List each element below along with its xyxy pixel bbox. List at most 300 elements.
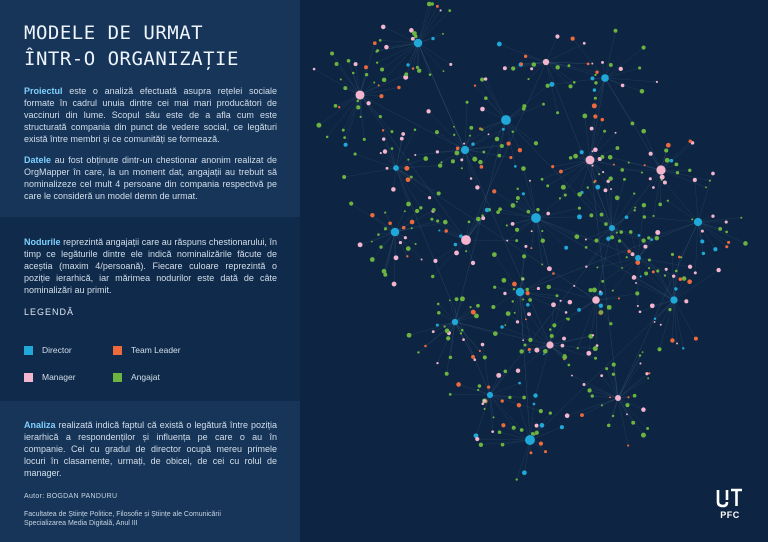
network-node [577,214,582,219]
network-node [438,230,440,232]
network-edge [466,240,517,241]
network-edge [536,218,577,237]
network-node [515,228,519,232]
network-node [406,177,411,182]
network-node [476,304,480,308]
network-node [649,152,653,156]
network-node [475,185,479,189]
network-edge [520,292,566,312]
network-node [356,100,359,103]
network-node [522,254,526,258]
network-node [394,255,399,260]
network-node [501,423,505,427]
network-node [540,423,545,428]
network-node [431,275,434,278]
network-node [652,215,654,217]
network-node [664,274,666,276]
network-node [609,225,615,231]
network-node [524,343,527,346]
network-edge [585,116,590,160]
network-node [497,154,501,158]
network-node [404,166,409,171]
network-node [601,118,605,122]
network-node [483,399,486,402]
network-node [472,157,477,162]
network-node [612,290,614,292]
network-node [506,311,511,316]
network-node [591,394,594,397]
network-node [492,189,496,193]
network-node [378,84,380,86]
network-node [419,206,422,209]
network-node [684,299,688,303]
network-node [504,370,508,374]
network-edge [380,40,418,43]
network-node [589,213,593,217]
angajat-swatch [113,373,122,382]
network-node [481,402,484,405]
network-node [527,312,531,316]
network-node [365,73,368,76]
network-node [552,323,556,327]
network-node [591,63,593,65]
network-node [652,186,655,189]
network-node [679,277,683,281]
network-node [407,159,409,161]
network-node [528,298,532,302]
network-edge [620,241,638,258]
network-edge [618,364,640,398]
network-edge [638,238,657,258]
legend-item-team-leader [113,345,181,355]
network-node [561,185,566,190]
network-node [592,150,594,152]
network-node [436,150,439,153]
network-node [431,2,434,5]
title-line-2: ÎNTR-O ORGANIZAȚIE [24,48,239,70]
network-node [629,230,633,234]
network-node [642,351,644,353]
network-node [583,42,586,45]
network-edge [349,61,360,95]
network-node [463,143,465,145]
network-node [416,66,419,69]
network-node [633,394,637,398]
network-node [688,265,692,269]
network-node [364,65,368,69]
network-edge [360,74,406,95]
network-node [384,212,386,214]
network-node [506,240,508,242]
network-node [551,165,554,168]
network-node [600,155,604,159]
network-nodes [313,2,748,481]
network-node [526,288,529,291]
network-node [358,242,363,247]
network-node [548,268,550,270]
network-node [469,306,471,308]
network-node [442,33,444,35]
network-node [417,351,419,353]
network-node [527,210,531,214]
network-node [414,154,416,156]
network-node [608,155,613,160]
network-node [601,404,603,406]
network-node [448,9,451,12]
network-node [655,236,659,240]
network-node [743,241,748,246]
network-node [551,302,556,307]
network-edge [636,283,674,300]
network-node [594,81,597,84]
network-node [415,209,419,213]
network-node [541,239,545,243]
network-edge [535,345,550,396]
network-edge [574,286,596,300]
network-node [609,63,613,67]
network-node [694,337,698,341]
network-node [497,42,502,47]
network-node [562,337,566,341]
network-edge [596,300,611,324]
network-node [571,36,575,40]
network-node [469,126,473,130]
network-node [678,256,681,259]
network-node [647,377,649,379]
network-node [522,339,524,341]
network-node [484,77,487,80]
network-node [639,310,642,313]
network-node [633,193,635,195]
network-node [531,230,533,232]
network-node [641,238,645,242]
network-node [663,180,667,184]
network-node [379,39,382,42]
network-node [517,403,521,407]
network-node [391,228,400,237]
network-node [400,137,404,141]
network-node [642,46,646,50]
network-node [725,231,728,234]
network-edge [395,232,422,259]
network-node [386,167,389,170]
network-node [565,311,568,314]
network-node [641,129,646,134]
network-node [709,180,711,182]
network-node [657,347,661,351]
network-node [511,66,515,70]
analysis-paragraph [24,419,277,479]
network-node [533,403,536,406]
network-node [404,72,408,76]
network-node [474,85,476,87]
network-node [349,202,353,206]
network-node [478,160,483,165]
network-node [426,109,430,113]
network-edge [629,163,661,170]
network-edge [360,95,465,150]
network-edge [568,300,596,319]
network-edge [396,168,596,300]
network-node [666,143,671,148]
network-node [379,94,383,98]
network-edge [612,208,635,228]
network-node [660,175,665,180]
network-node [571,375,573,377]
network-node [366,101,370,105]
network-node [485,208,489,212]
network-node [504,324,506,326]
network-node [424,345,427,348]
network-node [373,41,377,45]
network-edge [567,398,618,416]
network-node [620,168,624,172]
network-edge [418,4,432,43]
author-credit: Autor: BOGDAN PANDURU [24,493,118,500]
network-node [644,164,646,166]
network-edge [319,95,360,125]
network-node [599,310,603,314]
network-node [574,234,579,239]
network-node [410,220,415,225]
network-node [520,428,524,432]
network-node [516,320,519,323]
network-node [492,252,497,257]
network-node [580,150,584,154]
network-node [541,178,544,181]
network-node [612,415,614,417]
network-node [516,368,520,372]
network-node [481,343,485,347]
network-node [640,89,645,94]
network-node [516,201,518,203]
network-node [456,382,461,387]
network-node [390,130,393,133]
network-node [616,146,620,150]
network-node [610,236,612,238]
network-node [377,233,380,236]
network-edge [674,300,677,343]
network-node [525,435,535,445]
network-node [648,372,650,374]
network-node [522,278,524,280]
network-edge [344,168,396,177]
legend-item-angajat [113,372,160,382]
network-edge [494,255,520,292]
network-node [436,5,439,8]
network-node [594,97,597,100]
network-edge [578,300,596,348]
network-node [601,61,604,64]
network-node [594,357,597,360]
network-node [550,334,554,338]
network-node [404,236,407,239]
network-node [556,294,559,297]
network-node [481,128,484,131]
network-node [449,299,451,301]
network-node [471,142,474,145]
network-edge [529,62,546,79]
network-node [432,208,436,212]
network-node [546,184,549,187]
network-edge [605,78,632,123]
nodes-paragraph [24,236,277,296]
network-node [711,214,714,217]
network-node [532,62,536,66]
network-node [512,282,517,287]
network-node [740,217,742,219]
network-node [338,106,340,108]
network-node [615,196,620,201]
network-edge [536,217,579,218]
network-node [411,227,413,229]
network-node [582,114,587,119]
network-node [593,114,597,118]
network-node [568,300,573,305]
network-node [531,213,541,223]
network-node [449,393,452,396]
network-node [397,86,400,89]
network-node [407,333,412,338]
network-node [445,328,450,333]
network-node [560,425,564,429]
network-node [440,9,442,11]
network-node [583,383,586,386]
network-node [461,235,471,245]
network-edge [393,168,396,189]
network-edge [554,300,596,325]
network-node [468,220,471,223]
network-node [539,442,543,446]
network-node [631,122,635,126]
network-node [702,252,705,255]
network-edge [438,304,455,322]
network-node [461,146,469,154]
network-edge [499,120,506,156]
network-node [404,210,406,212]
network-edge [589,300,596,353]
network-edge [609,398,618,425]
network-node [587,186,589,188]
network-node [627,445,629,447]
network-node [585,265,587,267]
network-edge [466,210,487,240]
network-node [592,165,594,167]
network-node [658,203,662,207]
network-node [694,218,702,226]
network-node [406,255,408,257]
network-node [626,256,628,258]
network-node [455,151,460,156]
network-node [688,169,691,172]
network-node [437,311,441,315]
network-graph [300,0,768,542]
network-node [518,382,521,385]
network-node [503,292,506,295]
network-node [444,229,447,232]
network-edge [513,62,546,68]
network-node [535,424,539,428]
network-node [382,269,387,274]
network-node [373,82,375,84]
network-node [476,217,481,222]
intro-text: este o analiză efectuată asupra rețelei sociale formate în cadrul unuia dintre cei mai mari producători de vaccinuri din lume. Scopul său este de a afla cum este structurată compania din punct de vedere social, ce legături există între membri și ce comunități se formează. [24,86,277,144]
network-node [693,178,697,182]
network-node [516,188,518,190]
network-node [496,373,501,378]
network-node [674,162,678,166]
network-node [670,338,674,342]
network-edge [486,79,506,120]
network-node [567,64,570,67]
network-node [453,134,455,136]
network-node [599,304,603,308]
network-node [534,348,539,353]
network-edge [520,246,526,292]
network-node [539,409,543,413]
network-node [639,362,641,364]
network-node [474,314,479,319]
network-node [466,101,469,104]
network-node [469,135,471,137]
network-node [391,147,394,150]
network-edge [395,210,434,232]
network-node [619,230,623,234]
network-node [594,238,598,242]
network-node [689,140,692,143]
network-node [477,389,479,391]
network-node [626,413,628,415]
network-node [383,149,387,153]
intro-lead: Proiectul [24,86,63,96]
legend-label-team-leader: Team Leader [131,345,181,355]
network-node [462,338,465,341]
network-node [610,188,612,190]
network-node [694,271,697,274]
network-node [522,470,527,475]
network-node [436,362,438,364]
network-node [495,137,500,142]
network-node [573,154,578,159]
network-node [347,59,351,63]
network-node [493,331,498,336]
network-edge [573,39,605,78]
network-node [502,278,507,283]
legend-label-manager: Manager [42,372,76,382]
network-node [655,230,660,235]
network-node [412,67,414,69]
network-node [613,164,615,166]
network-node [639,354,641,356]
network-node [388,222,392,226]
network-edge [536,218,549,269]
network-node [402,226,406,230]
network-node [534,141,538,145]
network-node [641,171,643,173]
network-node [691,218,693,220]
network-node [638,234,641,237]
network-node [480,107,485,112]
network-node [435,130,439,134]
network-node [648,267,650,269]
network-node [515,239,518,242]
network-node [446,336,450,340]
network-node [596,266,598,268]
network-node [573,81,576,84]
network-node [598,173,600,175]
network-node [716,268,720,272]
network-node [342,129,345,132]
